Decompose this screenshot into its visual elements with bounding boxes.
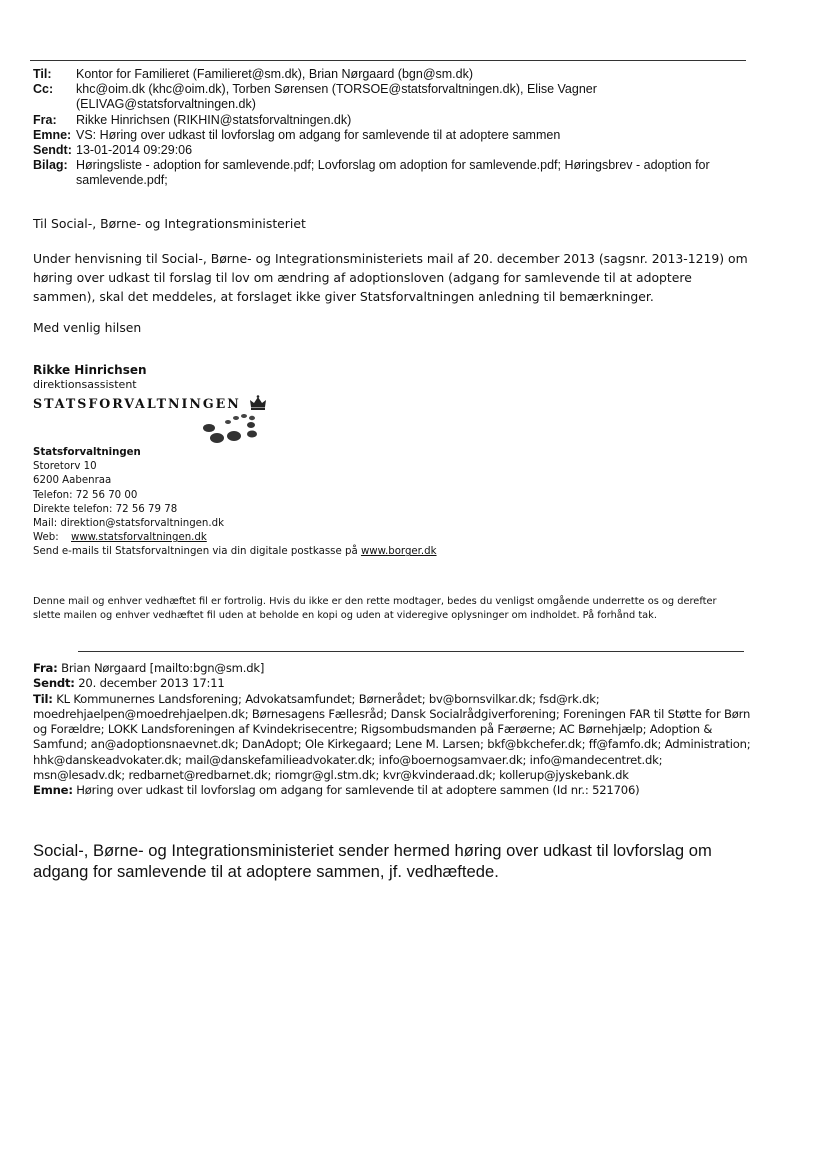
crown-icon xyxy=(249,395,267,411)
cc-value: khc@oim.dk (khc@oim.dk), Torben Sørensen (TORSOE@statsforvaltningen.dk), Elise Vagner (ELIVAG@statsforvaltningen.dk) xyxy=(76,82,597,112)
header-attachments-row xyxy=(33,158,753,188)
contact-block xyxy=(33,446,753,560)
email-header xyxy=(33,67,753,189)
fwd-to-row xyxy=(33,692,753,784)
fwd-from-label: Fra: xyxy=(33,661,58,675)
cc-label: Cc: xyxy=(33,82,54,97)
top-divider xyxy=(30,60,746,61)
forwarded-message: Social-, Børne- og Integrationsministeriet sender hermed høring over udkast til lovforslag om adgang for samlevende til at adoptere sammen, jf. vedhæftede. xyxy=(33,841,712,881)
header-subject-row xyxy=(33,128,753,143)
header-from-row xyxy=(33,113,753,128)
logo-wordmark: STATSFORVALTNINGEN xyxy=(33,395,241,411)
contact-city: 6200 Aabenraa xyxy=(33,475,112,487)
contact-mail: Mail: direktion@statsforvaltningen.dk xyxy=(33,518,224,530)
forward-divider xyxy=(78,651,744,652)
signature-name: Rikke Hinrichsen xyxy=(33,363,147,377)
sent-label: Sendt: xyxy=(33,143,72,158)
organization-logo xyxy=(33,394,753,412)
signature-title: direktionsassistent xyxy=(33,378,137,391)
fwd-sent-label: Sendt: xyxy=(33,676,75,691)
fwd-from-row xyxy=(33,661,753,676)
fwd-subject-row xyxy=(33,783,753,798)
contact-direct-phone: Direkte telefon: 72 56 79 78 xyxy=(33,503,178,515)
confidentiality-disclaimer: Denne mail og enhver vedhæftet fil er fortrolig. Hvis du ikke er den rette modtager, bedes du venligst omgående underrette os og derefter slette mailen og enhver vedhæftet fil uden at beholde en kopi og uden at videregive oplysninger om indholdet. På forhånd tak. xyxy=(33,596,717,622)
fwd-sent-row xyxy=(33,676,753,691)
from-label: Fra: xyxy=(33,112,57,127)
header-to-row xyxy=(33,67,753,82)
contact-street: Storetorv 10 xyxy=(33,461,97,473)
web-label: Web: xyxy=(33,532,59,544)
attachments-label: Bilag: xyxy=(33,158,68,173)
signature xyxy=(33,362,753,412)
to-label: Til: xyxy=(33,67,52,81)
contact-web-row xyxy=(33,531,753,545)
subject-label: Emne: xyxy=(33,127,72,142)
attachments-value: Høringsliste - adoption for samlevende.pdf; Lovforslag om adoption for samlevende.pdf; Høringsbrev - adoption for samlevende.pdf; xyxy=(76,158,710,188)
subject-value: VS: Høring over udkast til lovforslag om adgang for samlevende til at adoptere sammen xyxy=(76,127,561,142)
contact-send-row xyxy=(33,545,753,559)
closing: Med venlig hilsen xyxy=(33,320,142,335)
forwarded-header xyxy=(33,661,753,799)
header-sent-row xyxy=(33,143,753,158)
from-value: Rikke Hinrichsen (RIKHIN@statsforvaltningen.dk) xyxy=(76,112,352,127)
sent-value: 13-01-2014 09:29:06 xyxy=(76,143,193,158)
fwd-subject-value: Høring over udkast til lovforslag om adgang for samlevende til at adoptere sammen (Id nr.: 521706) xyxy=(76,783,640,798)
contact-organization: Statsforvaltningen xyxy=(33,447,141,458)
greeting: Til Social-, Børne- og Integrationsministeriet xyxy=(33,216,306,231)
fwd-from-value: Brian Nørgaard [mailto:bgn@sm.dk] xyxy=(61,661,265,675)
send-text: Send e-mails til Statsforvaltningen via din digitale postkasse på xyxy=(33,546,358,558)
header-cc-row xyxy=(33,82,753,112)
contact-phone: Telefon: 72 56 70 00 xyxy=(33,489,138,501)
to-value: Kontor for Familieret (Familieret@sm.dk), Brian Nørgaard (bgn@sm.dk) xyxy=(76,67,474,81)
fwd-to-label: Til: xyxy=(33,691,53,706)
fwd-subject-label: Emne: xyxy=(33,783,73,798)
fwd-to-value: KL Kommunernes Landsforening; Advokatsamfundet; Børnerådet; bv@bornsvilkar.dk; fsd@rk.dk; moedrehjaelpen@moedrehjaelpen.dk; Børnesagens Fællesråd; Dansk Socialrådgiverforening; Foreningen FAR til Støtte for Børn og Forældre; LOKK Landsforeningen af Kvindekrisecentre; Rigsombudsmanden på Færøerne; AC Børnehjælp; Adoption & Samfund; an@adoptionsnaevnet.dk; DanAdopt; Ole Kirkegaard; Lene M. Larsen; bkf@bkchefer.dk; ff@famfo.dk; Administration; hhk@danskeadvokater.dk; mail@danskefamilieadvokater.dk; info@boernogsamvaer.dk; info@mandecentret.dk; msn@lesadv.dk; redbarnet@redbarnet.dk; riomgr@gl.stm.dk; kvr@kvinderaad.dk; kollerup@jyskebank.dk xyxy=(33,691,751,783)
fwd-sent-value: 20. december 2013 17:11 xyxy=(78,676,225,691)
body-paragraph: Under henvisning til Social-, Børne- og Integrationsministeriets mail af 20. december 2013 (sagsnr. 2013-1219) om høring over udkast til forslag til lov om ændring af adoptionsloven (adgang for samlevende til at adoptere sammen), skal det meddeles, at forslaget ikke giver Statsforvaltningen anledning til bemærkninger. xyxy=(33,251,748,304)
borger-link[interactable]: www.borger.dk xyxy=(360,546,437,558)
web-link[interactable]: www.statsforvaltningen.dk xyxy=(71,532,207,544)
